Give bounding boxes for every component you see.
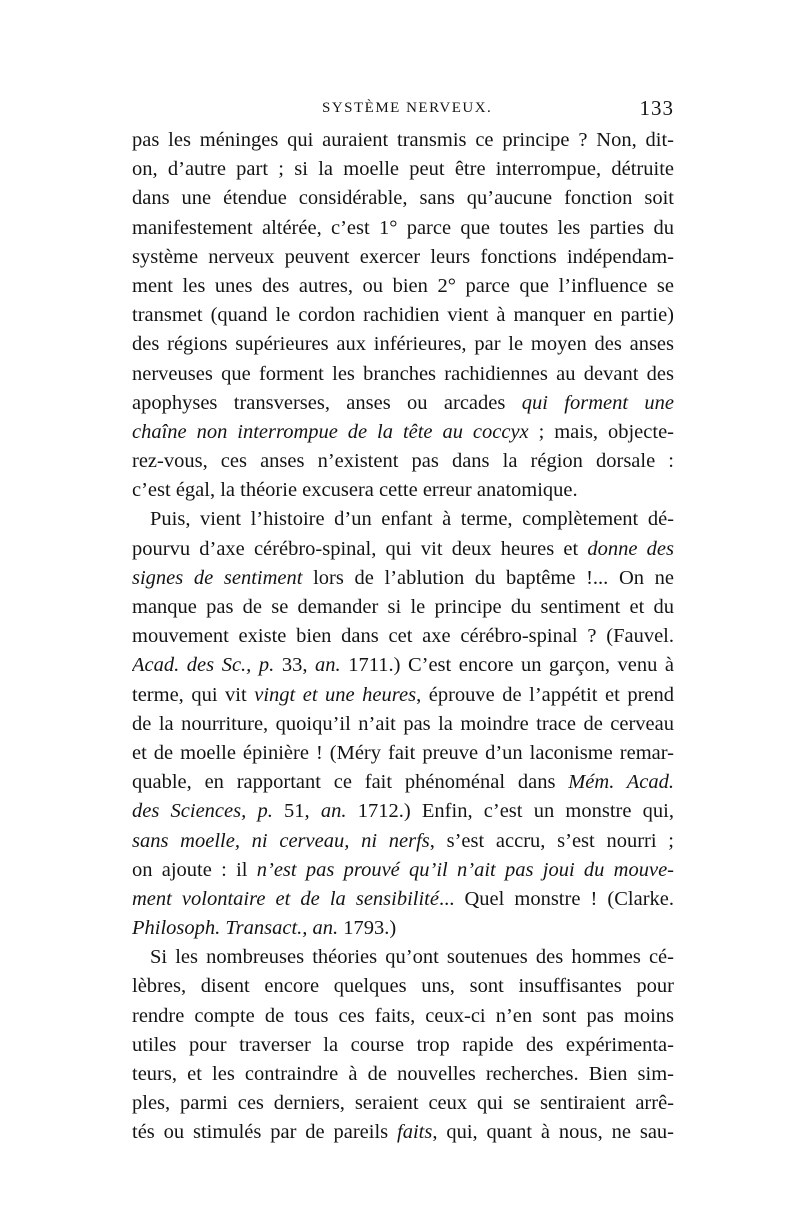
text-line xyxy=(132,535,674,564)
running-head xyxy=(132,96,674,120)
text-line xyxy=(132,1118,674,1147)
text-line xyxy=(132,1089,674,1118)
roman-text: Si les nombreuses théories qu’ont soutenues des hommes cé- xyxy=(150,946,674,969)
roman-text: pas les méninges qui auraient transmis ce principe ? Non, dit- xyxy=(132,129,674,151)
roman-text: et de moelle épinière ! (Méry fait preuve d’un laconisme remar- xyxy=(132,741,674,764)
text-line xyxy=(132,126,674,155)
roman-text: manque pas de se demander si le principe du sentiment et du xyxy=(132,596,674,618)
text-line xyxy=(132,885,674,914)
text-line xyxy=(132,710,674,739)
roman-text: utiles pour traverser la course trop rapide des expérimenta- xyxy=(132,1033,674,1056)
text-line xyxy=(132,447,674,476)
roman-text: apophyses transverses, anses ou arcades xyxy=(132,391,522,414)
italic-text: n’est pas prouvé qu’il n’ait pas joui du mouve- xyxy=(256,858,674,881)
text-line xyxy=(132,272,674,301)
text-line xyxy=(132,505,674,534)
roman-text: des régions supérieures aux inférieures, par le moyen des anses xyxy=(132,333,674,356)
roman-text: mouvement existe bien dans cet axe cérébro-spinal ? (Fauvel. xyxy=(132,625,674,648)
text-line xyxy=(132,827,674,856)
text-line xyxy=(132,972,674,1001)
roman-text: , éprouve de l’appétit et prend xyxy=(416,683,674,706)
text-line xyxy=(132,739,674,768)
text-line xyxy=(132,155,674,184)
roman-text: transmet (quand le cordon rachidien vient à manquer en partie) xyxy=(132,304,674,327)
roman-text: manifestement altérée, c’est 1° parce que toutes les parties du xyxy=(132,216,674,239)
roman-text: 1712.) Enfin, c’est un monstre qui, xyxy=(346,800,674,823)
text-line xyxy=(132,243,674,272)
body-text xyxy=(132,126,674,1148)
italic-text: des Sciences, p. xyxy=(132,800,273,823)
roman-text: quable, en rapportant ce fait phénoménal dans xyxy=(132,771,569,794)
text-line xyxy=(132,1002,674,1031)
roman-text: 33, xyxy=(274,654,316,677)
text-line xyxy=(132,184,674,213)
italic-text: Acad. des Sc., p. xyxy=(132,654,275,677)
roman-text: ples, parmi ces derniers, seraient ceux qui se sentiraient arrê- xyxy=(132,1092,674,1115)
italic-text: an. xyxy=(320,800,347,823)
roman-text: nerveuses que forment les branches rachidiennes au devant des xyxy=(132,362,674,385)
italic-text: Philosoph. Transact., an. xyxy=(132,917,339,940)
text-line xyxy=(132,330,674,359)
roman-text: on ajoute : il xyxy=(132,858,257,881)
roman-text: lèbres, disent encore quelques uns, sont insuffisantes pour xyxy=(132,975,674,998)
roman-text: teurs, et les contraindre à de nouvelles recherches. Bien sim- xyxy=(132,1063,674,1085)
roman-text: de la nourriture, quoiqu’il n’ait pas la moindre trace de cerveau xyxy=(132,712,674,735)
text-line xyxy=(132,593,674,622)
text-line xyxy=(132,914,674,943)
page-number: 133 xyxy=(639,96,674,120)
roman-text: c’est égal, la théorie excusera cette erreur anatomique. xyxy=(132,479,578,502)
roman-text: 51, xyxy=(272,800,321,823)
roman-text: pourvu d’axe cérébro-spinal, qui vit deux heures et xyxy=(132,537,588,560)
roman-text: ... Quel monstre ! (Clarke. xyxy=(438,887,674,910)
roman-text: terme, qui vit xyxy=(132,683,255,706)
text-line xyxy=(132,389,674,418)
italic-text: an. xyxy=(315,654,341,677)
italic-text: ment volontaire et de la sensibilité xyxy=(132,887,439,910)
roman-text: , qui, quant à nous, ne sau- xyxy=(432,1121,674,1144)
text-line xyxy=(132,681,674,710)
roman-text: tés ou stimulés par de pareils xyxy=(132,1121,397,1144)
text-line xyxy=(132,476,674,505)
text-line xyxy=(132,214,674,243)
italic-text: vingt et une heures xyxy=(254,683,417,706)
running-title: SYSTÈME NERVEUX. xyxy=(322,100,493,116)
text-line xyxy=(132,418,674,447)
roman-text: lors de l’ablution du baptême !... On ne xyxy=(302,566,674,589)
text-line xyxy=(132,768,674,797)
text-line xyxy=(132,651,674,680)
text-line xyxy=(132,301,674,330)
roman-text: on, d’autre part ; si la moelle peut être interrompue, détruite xyxy=(132,158,674,181)
roman-text: rendre compte de tous ces faits, ceux-ci n’en sont pas moins xyxy=(132,1004,674,1027)
text-line xyxy=(132,622,674,651)
text-line xyxy=(132,564,674,593)
italic-text: Mém. Acad. xyxy=(568,771,674,794)
roman-text: dans une étendue considérable, sans qu’aucune fonction soit xyxy=(132,187,674,210)
roman-text: Puis, vient l’histoire d’un enfant à terme, complètement dé- xyxy=(150,508,674,531)
roman-text: rez-vous, ces anses n’existent pas dans la région dorsale : xyxy=(132,450,674,473)
italic-text: faits xyxy=(397,1121,433,1144)
roman-text: 1711.) C’est encore un garçon, venu à xyxy=(340,654,674,677)
text-line xyxy=(132,1031,674,1060)
text-line xyxy=(132,1060,674,1089)
text-line xyxy=(132,360,674,389)
roman-text: , s’est accru, s’est nourri ; xyxy=(429,829,674,852)
italic-text: qui forment une xyxy=(521,391,674,414)
roman-text: ; mais, objecte- xyxy=(528,420,674,443)
text-line xyxy=(132,797,674,826)
italic-text: donne des xyxy=(587,537,674,560)
text-line xyxy=(132,943,674,972)
text-line xyxy=(132,856,674,885)
italic-text: signes de sentiment xyxy=(132,566,303,589)
italic-text: sans moelle, ni cerveau, ni nerfs xyxy=(132,829,430,852)
roman-text: système nerveux peuvent exercer leurs fonctions indépendam- xyxy=(132,245,674,268)
roman-text: 1793.) xyxy=(338,917,397,940)
roman-text: ment les unes des autres, ou bien 2° parce que l’influence se xyxy=(132,274,674,297)
italic-text: chaîne non interrompue de la tête au coccyx xyxy=(132,420,529,443)
